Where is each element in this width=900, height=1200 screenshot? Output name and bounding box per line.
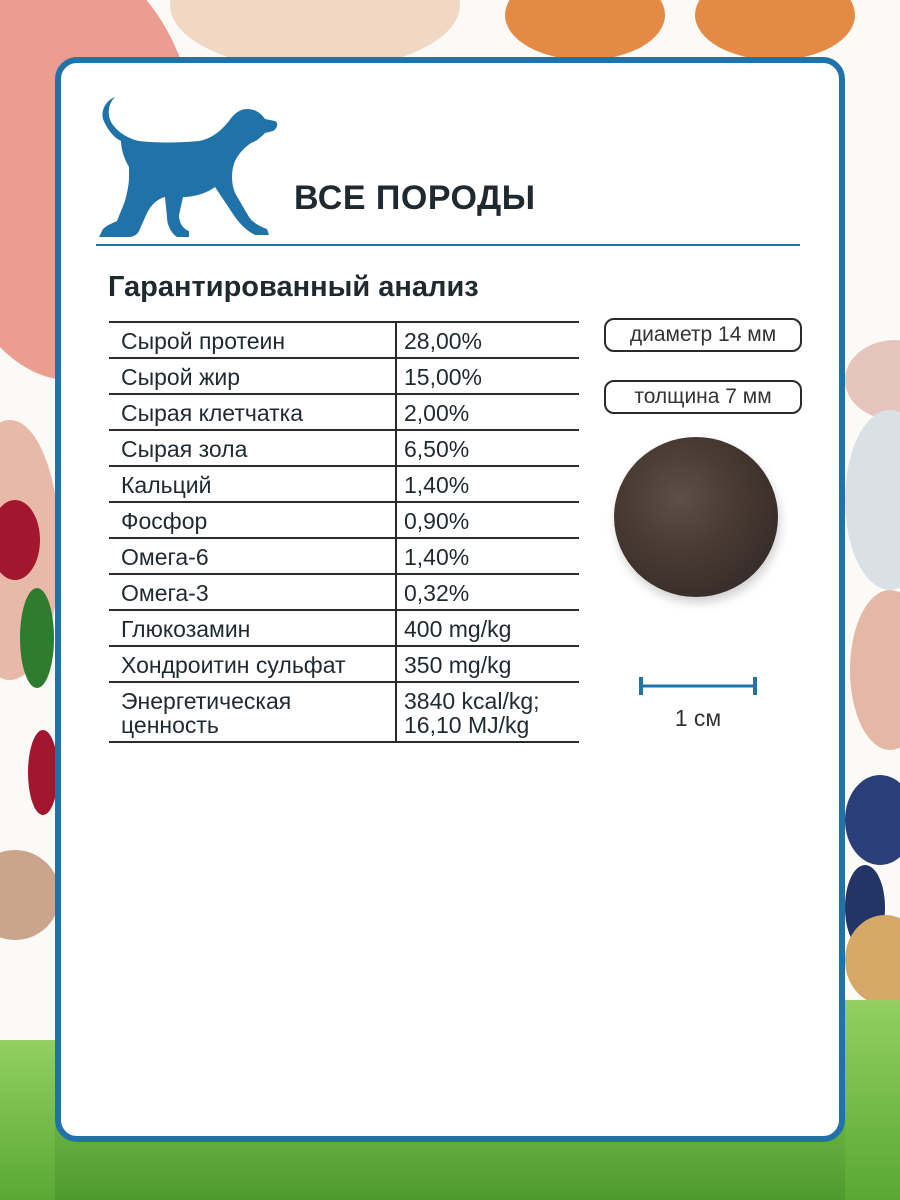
nutrient-value: 1,40%: [396, 538, 579, 574]
nutrient-name: Хондроитин сульфат: [109, 646, 396, 682]
nutrient-name: Омега-3: [109, 574, 396, 610]
analysis-title: Гарантированный анализ: [108, 271, 479, 303]
nutrient-name: Фосфор: [109, 502, 396, 538]
thickness-badge: толщина 7 мм: [604, 380, 802, 414]
info-card: [55, 57, 845, 1142]
nutrient-value: 0,32%: [396, 574, 579, 610]
header-divider: [96, 244, 800, 246]
table-row: [109, 502, 579, 538]
table-row: [109, 538, 579, 574]
breed-title: ВСЕ ПОРОДЫ: [294, 179, 536, 217]
table-row: [109, 394, 579, 430]
kibble-image: [614, 437, 778, 597]
nutrient-value: 15,00%: [396, 358, 579, 394]
nutrient-name: Кальций: [109, 466, 396, 502]
table-row: [109, 322, 579, 358]
nutrient-name: Сырая зола: [109, 430, 396, 466]
diameter-badge: диаметр 14 мм: [604, 318, 802, 352]
table-row: [109, 466, 579, 502]
nutrient-name: Энергетическая ценность: [109, 682, 396, 742]
nutrient-value: 1,40%: [396, 466, 579, 502]
table-row: [109, 610, 579, 646]
analysis-table: [109, 321, 579, 743]
nutrient-value: 6,50%: [396, 430, 579, 466]
dog-icon: [99, 97, 279, 239]
nutrient-value: 28,00%: [396, 322, 579, 358]
scale-bar: [639, 676, 757, 696]
nutrient-value: 3840 kcal/kg; 16,10 MJ/kg: [396, 682, 579, 742]
nutrient-name: Омега-6: [109, 538, 396, 574]
table-row: [109, 574, 579, 610]
nutrient-name: Сырой жир: [109, 358, 396, 394]
nutrient-name: Глюкозамин: [109, 610, 396, 646]
table-row: [109, 358, 579, 394]
nutrient-value: 0,90%: [396, 502, 579, 538]
nutrient-value: 350 mg/kg: [396, 646, 579, 682]
nutrient-name: Сырая клетчатка: [109, 394, 396, 430]
nutrient-value: 400 mg/kg: [396, 610, 579, 646]
table-row: [109, 682, 579, 742]
table-row: [109, 646, 579, 682]
nutrient-name: Сырой протеин: [109, 322, 396, 358]
table-row: [109, 430, 579, 466]
scale-label: 1 см: [674, 705, 722, 731]
nutrient-value: 2,00%: [396, 394, 579, 430]
